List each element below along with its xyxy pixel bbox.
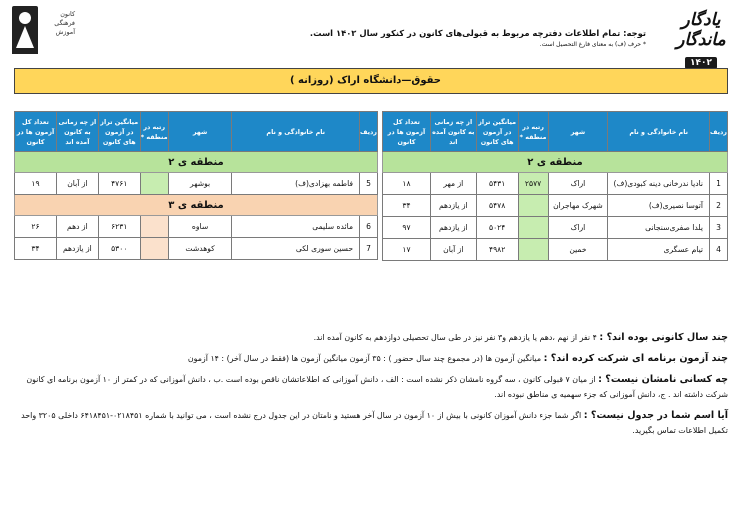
cell-since: از آبان <box>430 239 476 261</box>
cell-city: ساوه <box>168 216 232 238</box>
table-row <box>15 216 378 238</box>
cell-avg: ۵۴۷۸ <box>476 195 518 217</box>
cell-rank <box>518 195 548 217</box>
cell-city: بوشهر <box>168 173 232 195</box>
table-row <box>15 173 378 195</box>
cell-count: ۲۶ <box>15 216 57 238</box>
cell-rank <box>140 173 168 195</box>
faq-item <box>12 372 728 402</box>
cell-avg: ۶۲۳۱ <box>98 216 140 238</box>
faq-question: چند سال کانونی بوده اند؟ : <box>599 332 728 343</box>
cell-name: یلدا صفری‌سنجانی <box>608 217 710 239</box>
brand-script: یادگار ماندگار <box>676 10 726 50</box>
cell-name: حسین سوری لکی <box>232 238 360 260</box>
page-header <box>8 6 736 68</box>
kanoon-logo <box>12 6 78 56</box>
cell-count: ۳۴ <box>15 238 57 260</box>
cell-count: ۱۷ <box>383 239 431 261</box>
cell-city: اراک <box>548 217 608 239</box>
cell-row: 1 <box>710 173 728 195</box>
cell-count: ۱۹ <box>15 173 57 195</box>
cell-rank: ۲۵۷۷ <box>518 173 548 195</box>
cell-row: 5 <box>360 173 378 195</box>
col-city: شهر <box>548 112 608 152</box>
faq-answer: اگر شما جزء دانش آموزان کانونی با بیش از ۱۰ آزمون در سال آخر هستید و نامتان در این جدول درج نشده است ، می توانید با شماره ۰۲۱۸۴۵۱-۶۴۱۸۴۵۱ داخلی ۳۲۰۵ واحد تکمیل اطلاعات تماس بگیرید. <box>21 411 728 435</box>
zone-row <box>383 152 728 173</box>
cell-name: تیام عسگری <box>608 239 710 261</box>
col-row: ردیف <box>710 112 728 152</box>
cell-since: از مهر <box>430 173 476 195</box>
table-row <box>383 239 728 261</box>
col-name: نام خانوادگی و نام <box>608 112 710 152</box>
note-sub: * حرف (ف) به معنای فارغ التحصیل است. <box>539 41 646 48</box>
table-row <box>383 217 728 239</box>
cell-avg: ۵۰۲۴ <box>476 217 518 239</box>
faq-item <box>12 351 728 366</box>
table-row <box>15 238 378 260</box>
faq-answer: میانگین آزمون ها (در مجموع چند سال حضور ) : ۳۵ آزمون میانگین آزمون ها (فقط در سال آخر) : ۱۴ آزمون <box>187 354 544 363</box>
note-main: توجه: تمام اطلاعات دفترچه مربوط به قبولی‌های کانون در کنکور سال ۱۴۰۲ است. <box>309 28 646 38</box>
col-rank: رتبه در منطقه * <box>518 112 548 152</box>
logo-line: کانون <box>60 10 75 18</box>
faq-section <box>12 330 728 444</box>
cell-city: اراک <box>548 173 608 195</box>
logo-text <box>41 10 75 37</box>
zone-row <box>15 195 378 216</box>
col-since: از چه زمانی به کانون آمده اند <box>56 112 98 152</box>
zone-label: منطقه ی ۲ <box>383 152 728 173</box>
cell-count: ۹۷ <box>383 217 431 239</box>
col-city: شهر <box>168 112 232 152</box>
cell-city: خمین <box>548 239 608 261</box>
cell-avg: ۴۷۶۱ <box>98 173 140 195</box>
table-header-row <box>383 112 728 152</box>
page-title: حقوق—دانشگاه اراک (روزانه ) <box>14 68 728 94</box>
cell-row: 6 <box>360 216 378 238</box>
header-notes <box>206 28 646 48</box>
cell-city: کوهدشت <box>168 238 232 260</box>
cell-avg: ۵۴۳۱ <box>476 173 518 195</box>
cell-count: ۱۸ <box>383 173 431 195</box>
cell-since: از دهم <box>56 216 98 238</box>
cell-since: از آبان <box>56 173 98 195</box>
zone-label: منطقه ی ۳ <box>15 195 378 216</box>
cell-row: 2 <box>710 195 728 217</box>
col-avg: میانگین تراز در آزمون های کانون <box>98 112 140 152</box>
cell-rank <box>140 238 168 260</box>
cell-rank <box>518 217 548 239</box>
cell-avg: ۴۹۸۲ <box>476 239 518 261</box>
cell-row: 3 <box>710 217 728 239</box>
table-row <box>383 173 728 195</box>
cell-count: ۳۴ <box>383 195 431 217</box>
logo-line: آموزش <box>55 28 75 36</box>
col-count: تعداد کل آزمون ها در کانون <box>15 112 57 152</box>
cell-name: آتوسا نصیری(ف) <box>608 195 710 217</box>
cell-avg: ۵۳۰۰ <box>98 238 140 260</box>
table-header-row <box>15 112 378 152</box>
cell-rank <box>518 239 548 261</box>
faq-answer: از میان ۷ قبولی کانون ، سه گروه نامشان ذکر نشده است : الف ، دانش آموزانی که اطلاعاتشان ناقص بوده است .ب ، دانش آموزانی که در کمتر از ۱۰ آزمون برنامه ای کانون شرکت داشته اند . ج، دانش آموزانی که جزء سهمیه ی مناطق نبوده اند. <box>26 375 728 399</box>
cell-since: از یازدهم <box>430 217 476 239</box>
zone-row <box>15 152 378 173</box>
faq-item <box>12 330 728 345</box>
cell-name: فاطمه بهزادی(ف) <box>232 173 360 195</box>
logo-line: فرهنگی <box>54 19 75 27</box>
cell-name: نادیا ندرخانی دینه کبودی(ف) <box>608 173 710 195</box>
faq-question: آیا اسم شما در جدول نیست؟ : <box>583 410 728 421</box>
cell-name: مائده سلیمی <box>232 216 360 238</box>
col-name: نام خانوادگی و نام <box>232 112 360 152</box>
cell-since: از یازدهم <box>56 238 98 260</box>
faq-question: چند آزمون برنامه ای شرکت کرده اند؟ : <box>543 353 728 364</box>
zone-label: منطقه ی ۲ <box>15 152 378 173</box>
faq-item <box>12 408 728 438</box>
col-count: تعداد کل آزمون ها در کانون <box>383 112 431 152</box>
cell-city: شهرک مهاجران <box>548 195 608 217</box>
col-avg: میانگین تراز در آزمون های کانون <box>476 112 518 152</box>
results-table-left <box>14 111 378 260</box>
col-row: ردیف <box>360 112 378 152</box>
results-table-right <box>382 111 728 261</box>
graduate-icon <box>12 6 38 54</box>
cell-since: از یازدهم <box>430 195 476 217</box>
faq-question: چه کسانی نامشان نیست؟ : <box>598 374 728 385</box>
brand-year: ۱۴۰۲ <box>685 57 717 69</box>
col-since: از چه زمانی به کانون آمده اند <box>430 112 476 152</box>
col-rank: رتبه در منطقه * <box>140 112 168 152</box>
table-row <box>383 195 728 217</box>
brand-mark <box>666 10 736 68</box>
faq-answer: ۴ نفر از نهم ،دهم یا یازدهم و۳ نفر نیز در طی سال تحصیلی دوازدهم به کانون آمده اند. <box>313 333 600 342</box>
cell-rank <box>140 216 168 238</box>
cell-row: 7 <box>360 238 378 260</box>
cell-row: 4 <box>710 239 728 261</box>
